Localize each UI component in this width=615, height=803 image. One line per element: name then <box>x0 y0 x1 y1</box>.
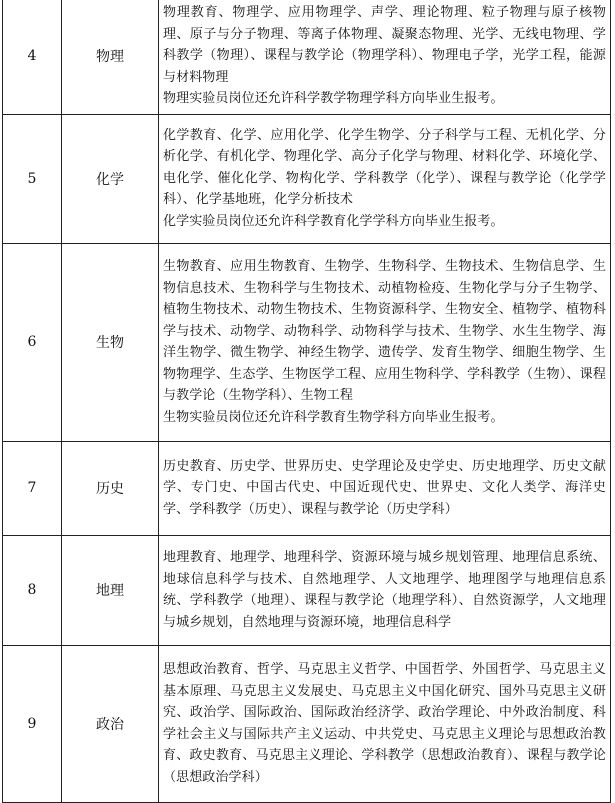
table-row <box>3 441 611 535</box>
subject-name: 生物 <box>62 243 159 441</box>
majors-cell <box>159 645 611 802</box>
majors-cell <box>159 535 611 645</box>
row-number: 9 <box>3 645 62 802</box>
subject-name: 化学 <box>62 114 159 243</box>
majors-table <box>2 0 611 803</box>
row-note: 物理实验员岗位还允许科学教学物理学科方向毕业生报考。 <box>163 91 504 106</box>
subject-name: 物理 <box>62 0 159 114</box>
subject-name: 地理 <box>62 535 159 645</box>
majors-list: 物理教育、物理学、应用物理学、声学、理论物理、粒子物理与原子核物理、原子与分子物理、等离子体物理、凝聚态物理、光学、无线电物理、学科教学（物理）、课程与教学论（物理学科）、物理电子学，光学工程，能源与材料物理 <box>163 5 606 85</box>
table-row <box>3 0 611 114</box>
subject-name: 历史 <box>62 441 159 535</box>
majors-cell <box>159 243 611 441</box>
majors-cell <box>159 0 611 114</box>
majors-cell <box>159 114 611 243</box>
row-number: 7 <box>3 441 62 535</box>
row-number: 5 <box>3 114 62 243</box>
majors-list: 地理教育、地理学、地理科学、资源环境与城乡规划管理、地理信息系统、地球信息科学与技术、自然地理学、人文地理学、地理图学与地理信息系统、学科教学（地理）、课程与教学论（地理学科）、自然资源学，人文地理与城乡规划，自然地理与资源环境，地理信息科学 <box>163 550 606 630</box>
row-note: 化学实验员岗位还允许科学教育化学学科方向毕业生报考。 <box>163 213 504 229</box>
table-row <box>3 114 611 243</box>
table-row <box>3 645 611 802</box>
majors-cell <box>159 441 611 535</box>
majors-list: 历史教育、历史学、世界历史、史学理论及史学史、历史地理学、历史文献学、专门史、中国古代史、中国近现代史、世界史、文化人类学、海洋史学、学科教学（历史）、课程与教学论（历史学科） <box>163 458 606 517</box>
row-number: 8 <box>3 535 62 645</box>
row-number: 4 <box>3 0 62 114</box>
table-row <box>3 243 611 441</box>
majors-list: 化学教育、化学、应用化学、化学生物学、分子科学与工程、无机化学、分析化学、有机化学、物理化学、高分子化学与物理、材料化学、环境化学、电化学、催化化学、物构化学、学科教学（化学）、课程与教学论（化学学科）、化学基地班，化学分析技术 <box>163 127 606 208</box>
majors-list: 生物教育、应用生物教育、生物学、生物科学、生物技术、生物信息学、生物信息技术、生物科学与生物技术、动植物检疫、生物化学与分子生物学、植物生物技术、动物生物技术、生物资源科学、生物安全、植物学、植物科学与技术、动物学、动物科学、动物科学与技术、生物学、水生生物学、海洋生物学、微生物学、神经生物学、遗传学、发育生物学、细胞生物学、生物物理学、生态学、生物医学工程、应用生物科学、学科教学（生物）、课程与教学论（生物学科）、生物工程 <box>163 259 606 403</box>
table-row <box>3 535 611 645</box>
majors-list: 思想政治教育、哲学、马克思主义哲学、中国哲学、外国哲学、马克思主义基本原理、马克思主义发展史、马克思主义中国化研究、国外马克思主义研究、政治学、国际政治、国际政治经济学、政治学理论、中外政治制度、科学社会主义与国际共产主义运动、中共党史、马克思主义理论与思想政治教育、政史教育、马克思主义理论、学科教学（思想政治教育）、课程与教学论（思想政治学科） <box>163 662 606 785</box>
row-number: 6 <box>3 243 62 441</box>
subject-name: 政治 <box>62 645 159 802</box>
row-note: 生物实验员岗位还允许科学教育生物学科方向毕业生报考。 <box>163 409 504 425</box>
